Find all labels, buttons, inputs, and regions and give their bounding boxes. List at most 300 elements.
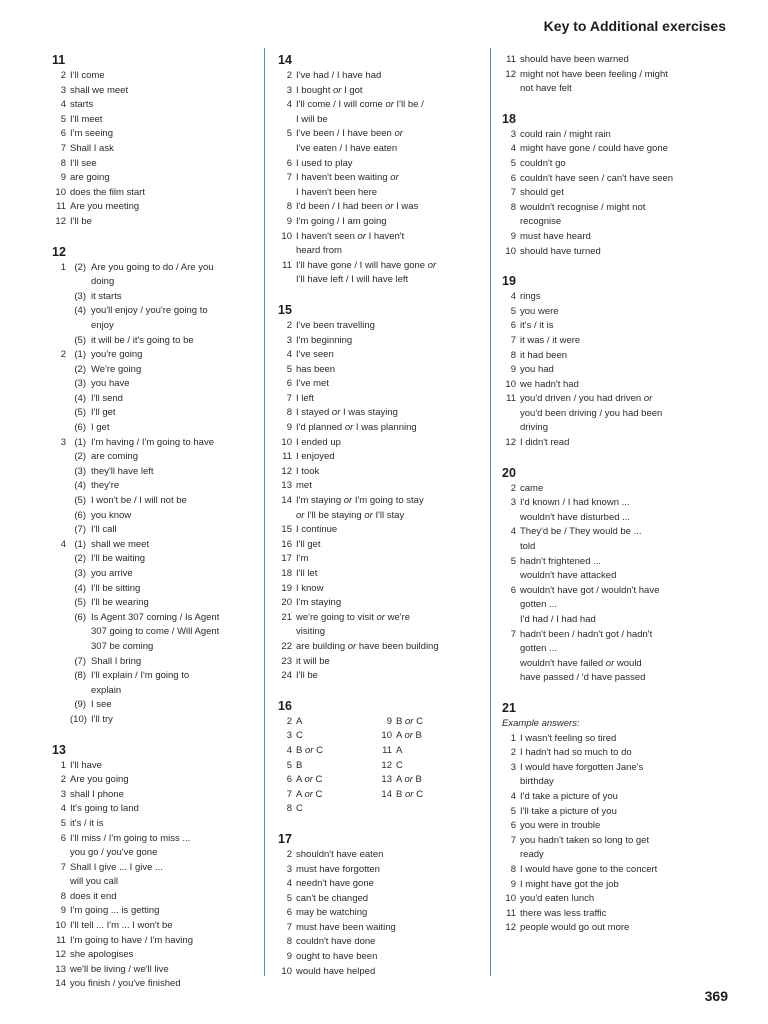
item-text: doing [91, 276, 115, 288]
item-number: 6 [510, 820, 516, 832]
item-number [502, 613, 520, 628]
item-text: are coming [91, 451, 138, 463]
item-text: I'd take a picture of you [520, 790, 618, 802]
section-12 [52, 244, 257, 728]
item-number: 14 [381, 788, 392, 800]
list-item [502, 540, 734, 555]
list-item [52, 392, 257, 407]
list-item [502, 172, 734, 187]
list-item [278, 655, 490, 670]
list-item [502, 907, 734, 922]
item-text: I'll have [70, 759, 102, 771]
item-number: 5 [510, 805, 516, 817]
group-number [52, 465, 70, 480]
grid-item [278, 773, 378, 788]
list-item [502, 334, 734, 349]
sub-number: (2) [74, 553, 86, 565]
sub-number [70, 640, 91, 655]
item-text: they'll have left [91, 465, 154, 477]
item-number: 5 [286, 892, 292, 904]
column-3 [502, 53, 734, 950]
group-number [52, 421, 70, 436]
item-text: I'll be waiting [91, 553, 146, 565]
item-text: I'll meet [70, 113, 103, 125]
list-item [278, 157, 490, 172]
item-number: 8 [286, 407, 292, 419]
item-text: I haven't seen or I haven't [296, 230, 405, 242]
item-text: you had [520, 364, 554, 376]
item-number: 9 [510, 364, 516, 376]
item-text: Shall I give ... I give ... [70, 861, 163, 873]
item-number [502, 540, 520, 555]
item-text: must have forgotten [296, 863, 380, 875]
page-header: Key to Additional exercises [543, 18, 726, 34]
list-item [278, 186, 490, 201]
list-item [52, 186, 257, 201]
item-number: 10 [505, 378, 516, 390]
list-item [502, 142, 734, 157]
item-text: Are you meeting [70, 201, 140, 213]
item-text: not have felt [520, 83, 572, 95]
item-text: I'm beginning [296, 334, 353, 346]
item-number: 16 [281, 538, 292, 550]
list-item [52, 98, 257, 113]
item-text: A or C [296, 788, 323, 800]
list-item [278, 509, 490, 524]
sub-number: (5) [74, 495, 86, 507]
item-text: you have [91, 378, 130, 390]
item-number: 10 [281, 230, 292, 242]
item-text: Are you going [70, 774, 129, 786]
item-number: 8 [286, 936, 292, 948]
list-item [502, 819, 734, 834]
sub-number: (2) [74, 261, 86, 273]
item-text: are going [70, 172, 110, 184]
list-item [52, 655, 257, 670]
sub-number: (2) [74, 363, 86, 375]
list-item [278, 273, 490, 288]
list-item [502, 775, 734, 790]
item-number: 11 [382, 744, 392, 756]
item-number: 6 [60, 832, 66, 844]
section-13 [52, 742, 257, 993]
item-text: you'll enjoy / you're going to [91, 305, 208, 317]
item-text: it starts [91, 290, 122, 302]
item-text: I'll see [70, 157, 97, 169]
list-item [52, 304, 257, 319]
list-item [52, 552, 257, 567]
item-text: I haven't been waiting or [296, 172, 399, 184]
list-item [52, 875, 257, 890]
item-text: I'll let [296, 568, 318, 579]
item-number: 12 [55, 215, 66, 227]
list-item [502, 305, 734, 320]
item-text: wouldn't have failed or would [520, 657, 642, 669]
group-number [52, 290, 70, 305]
answer-list [502, 290, 734, 451]
list-item [502, 657, 734, 672]
item-number [502, 598, 520, 613]
item-text: 307 be coming [91, 640, 154, 652]
item-text: I'd been / I had been or I was [296, 201, 419, 213]
item-number: 5 [60, 113, 66, 125]
item-text: enjoy [91, 319, 114, 331]
item-text: hadn't frightened ... [520, 555, 602, 567]
group-number [52, 523, 70, 538]
list-item [502, 671, 734, 686]
list-item [52, 348, 257, 363]
item-text: should have been warned [520, 54, 629, 65]
list-item [502, 848, 734, 863]
item-number [502, 657, 520, 672]
section-number: 17 [278, 831, 292, 846]
item-text: would have helped [296, 965, 376, 977]
list-item [52, 127, 257, 142]
list-item [52, 261, 257, 276]
list-item [502, 53, 734, 68]
list-item [278, 950, 490, 965]
item-text: A or C [296, 774, 323, 786]
list-item [502, 245, 734, 260]
item-text: driving [520, 422, 548, 434]
list-item [52, 363, 257, 378]
item-number: 7 [286, 788, 292, 800]
sub-number: (6) [74, 509, 86, 521]
answer-list [278, 848, 490, 979]
item-number: 4 [286, 744, 292, 756]
item-number: 14 [55, 978, 66, 990]
section-15 [278, 302, 490, 684]
item-text: visiting [296, 626, 326, 638]
item-text: It's going to land [70, 803, 139, 815]
section-number: 20 [502, 465, 516, 480]
list-item [502, 511, 734, 526]
item-text: I'll take a picture of you [520, 805, 617, 817]
list-item [502, 555, 734, 570]
item-number: 5 [510, 555, 516, 567]
item-text: A or B [396, 774, 422, 786]
item-text: it will be [296, 655, 330, 667]
item-text: I took [296, 465, 320, 477]
item-number: 9 [60, 172, 66, 184]
sub-number: (5) [74, 597, 86, 609]
item-text: A [296, 715, 303, 727]
grid-item [278, 744, 378, 759]
item-text: should have turned [520, 245, 601, 257]
item-text: must have been waiting [296, 921, 396, 933]
answer-list [502, 53, 734, 97]
item-text: I've had / I have had [296, 70, 382, 81]
sub-number: (8) [74, 670, 86, 682]
list-item [52, 113, 257, 128]
section-11 [52, 52, 257, 230]
item-text: I'm having / I'm going to have [91, 436, 214, 448]
item-number: 9 [286, 215, 292, 227]
sub-number: (6) [74, 422, 86, 434]
list-item [502, 746, 734, 761]
group-number [52, 625, 70, 640]
item-number: 11 [282, 259, 292, 271]
item-number: 3 [286, 84, 292, 96]
item-number: 12 [505, 68, 516, 80]
item-text: I hadn't had so much to do [520, 747, 632, 759]
item-number: 7 [286, 921, 292, 933]
list-item [278, 230, 490, 245]
item-text: I'm going ... is getting [70, 905, 160, 917]
item-text: I haven't been here [296, 186, 378, 198]
item-text: I'll come [70, 70, 105, 81]
sub-number: (3) [74, 568, 86, 579]
item-number: 10 [281, 965, 292, 977]
sub-number: (1) [74, 436, 86, 448]
list-item [278, 259, 490, 274]
group-number [52, 304, 70, 319]
item-number: 3 [510, 128, 516, 140]
item-text: people would go out more [520, 922, 630, 934]
item-text: I'll be [70, 215, 92, 227]
list-item [52, 523, 257, 538]
item-text: B or C [396, 788, 423, 800]
sub-number: (2) [74, 451, 86, 463]
item-number: 12 [505, 437, 516, 449]
item-number: 6 [510, 172, 516, 184]
sub-number: (7) [74, 524, 86, 536]
item-text: heard from [296, 245, 342, 257]
item-text: Are you going to do / Are you [91, 261, 214, 273]
section-number: 15 [278, 302, 292, 317]
item-number: 11 [56, 934, 66, 946]
list-item [52, 773, 257, 788]
item-text: you're going [91, 349, 143, 361]
list-item [52, 334, 257, 349]
item-number: 2 [60, 774, 66, 786]
list-item [52, 890, 257, 905]
item-text: I'll get [296, 538, 321, 550]
section-number: 19 [502, 274, 516, 289]
item-number: 2 [286, 319, 292, 331]
group-number [52, 611, 70, 626]
item-text: I'd known / I had known ... [520, 497, 630, 509]
list-item [278, 494, 490, 509]
item-number: 6 [60, 128, 66, 140]
item-text: wouldn't have attacked [520, 570, 617, 582]
list-item [502, 761, 734, 776]
grid-item [278, 788, 378, 803]
group-number [52, 552, 70, 567]
item-text: are building or have been building [296, 640, 439, 652]
list-item [278, 215, 490, 230]
list-item [502, 319, 734, 334]
list-item [502, 68, 734, 83]
item-text: I'll try [91, 713, 113, 725]
list-item [278, 84, 490, 99]
item-text: B or C [396, 715, 423, 727]
list-item [278, 848, 490, 863]
section-number: 16 [278, 698, 292, 713]
list-item [52, 142, 257, 157]
item-text: have passed / 'd have passed [520, 672, 646, 684]
section-number: 21 [502, 700, 516, 715]
item-text: I'm [296, 553, 309, 565]
list-item [502, 805, 734, 820]
item-text: I'll explain / I'm going to [91, 670, 190, 682]
item-text: Is Agent 307 coming / Is Agent [91, 611, 220, 623]
list-item [502, 157, 734, 172]
item-text: it's / it is [520, 320, 554, 332]
item-text: C [296, 730, 303, 742]
grid-item [378, 788, 478, 803]
item-text: you'd been driving / you had been [520, 407, 663, 419]
list-item [278, 567, 490, 582]
group-number [52, 509, 70, 524]
item-text: could rain / might rain [520, 128, 611, 140]
item-text: I'll tell ... I'm ... I won't be [70, 920, 173, 932]
item-text: I'll have gone / I will have gone or [296, 259, 437, 271]
item-number [278, 509, 296, 524]
item-number: 3 [60, 84, 66, 96]
item-number [278, 142, 296, 157]
item-text: Shall I ask [70, 142, 114, 154]
item-text: you know [91, 509, 132, 521]
group-number: 1 [60, 261, 66, 273]
list-item [502, 349, 734, 364]
item-number: 10 [381, 730, 392, 742]
section-21 [502, 700, 734, 936]
sub-number: (4) [74, 305, 86, 317]
item-number: 9 [386, 715, 392, 727]
item-text: I won't be / I will not be [91, 495, 187, 507]
item-number [502, 848, 520, 863]
item-number: 8 [286, 201, 292, 213]
sub-group-3 [52, 436, 257, 538]
group-number [52, 450, 70, 465]
item-number: 2 [286, 715, 292, 727]
list-item [502, 186, 734, 201]
sub-number [70, 625, 91, 640]
item-text: I'll come / I will come or I'll be / [296, 99, 424, 111]
group-number [52, 669, 70, 684]
item-text: has been [296, 363, 336, 375]
item-number: 8 [60, 157, 66, 169]
list-item [502, 421, 734, 436]
group-number: 4 [60, 538, 66, 550]
list-item [502, 378, 734, 393]
sub-number: (3) [74, 290, 86, 302]
section-note: Example answers: [502, 717, 580, 729]
item-text: starts [70, 99, 94, 111]
item-number: 6 [286, 157, 292, 169]
item-text: shall we meet [70, 84, 129, 96]
item-text: gotten ... [520, 599, 557, 611]
item-number: 6 [510, 584, 516, 596]
item-text: it's / it is [70, 817, 104, 829]
item-number: 4 [286, 99, 292, 111]
item-text: I'm going / I am going [296, 215, 387, 227]
item-text: I'll miss / I'm going to miss ... [70, 832, 191, 844]
grid-item [278, 715, 378, 730]
list-item [502, 230, 734, 245]
answer-list [502, 128, 734, 259]
sub-number: (5) [74, 407, 86, 419]
list-item [278, 669, 490, 684]
sub-number: (4) [74, 582, 86, 594]
list-item [502, 628, 734, 643]
item-text: will you call [70, 876, 119, 888]
item-text: came [520, 482, 544, 494]
item-text: I see [91, 699, 112, 711]
item-number [278, 273, 296, 288]
item-number [278, 625, 296, 640]
section-number: 18 [502, 111, 516, 126]
item-text: we'll be living / we'll live [70, 963, 169, 975]
item-number: 5 [510, 157, 516, 169]
section-number: 13 [52, 742, 66, 757]
list-item [502, 525, 734, 540]
list-item [52, 596, 257, 611]
grid-item [278, 802, 378, 817]
item-number: 3 [286, 730, 292, 742]
list-item [52, 450, 257, 465]
list-item [502, 878, 734, 893]
list-item [278, 640, 490, 655]
list-item [52, 465, 257, 480]
item-text: rings [520, 291, 541, 303]
item-text: I ended up [296, 436, 341, 448]
item-number: 7 [286, 392, 292, 404]
item-number: 6 [286, 907, 292, 919]
item-number: 3 [510, 497, 516, 509]
item-text: B [296, 759, 303, 771]
list-item [278, 552, 490, 567]
item-text: shall we meet [91, 538, 150, 550]
list-item [52, 200, 257, 215]
answer-grid [278, 715, 490, 817]
list-item [52, 319, 257, 334]
group-number [52, 406, 70, 421]
item-text: recognise [520, 216, 562, 228]
item-number: 11 [506, 907, 516, 919]
group-number [52, 363, 70, 378]
item-number [502, 421, 520, 436]
list-item [52, 846, 257, 861]
list-item [278, 538, 490, 553]
item-number: 4 [510, 790, 516, 802]
group-number [52, 582, 70, 597]
item-text: they're [91, 480, 120, 492]
list-item [278, 348, 490, 363]
list-item [278, 625, 490, 640]
list-item [52, 479, 257, 494]
group-number [52, 377, 70, 392]
item-text: you'd eaten lunch [520, 893, 595, 905]
item-text: I'll be [296, 670, 318, 682]
list-item [52, 817, 257, 832]
list-item [502, 892, 734, 907]
list-item [278, 906, 490, 921]
item-number [502, 82, 520, 97]
item-text: couldn't have done [296, 936, 376, 948]
item-number: 6 [286, 774, 292, 786]
list-item [502, 496, 734, 511]
list-item [52, 436, 257, 451]
item-number: 20 [281, 597, 292, 609]
item-number: 13 [381, 774, 392, 786]
grid-item [278, 759, 378, 774]
item-number: 5 [286, 759, 292, 771]
item-number: 7 [510, 334, 516, 346]
item-number: 9 [60, 905, 66, 917]
group-number [52, 319, 70, 334]
